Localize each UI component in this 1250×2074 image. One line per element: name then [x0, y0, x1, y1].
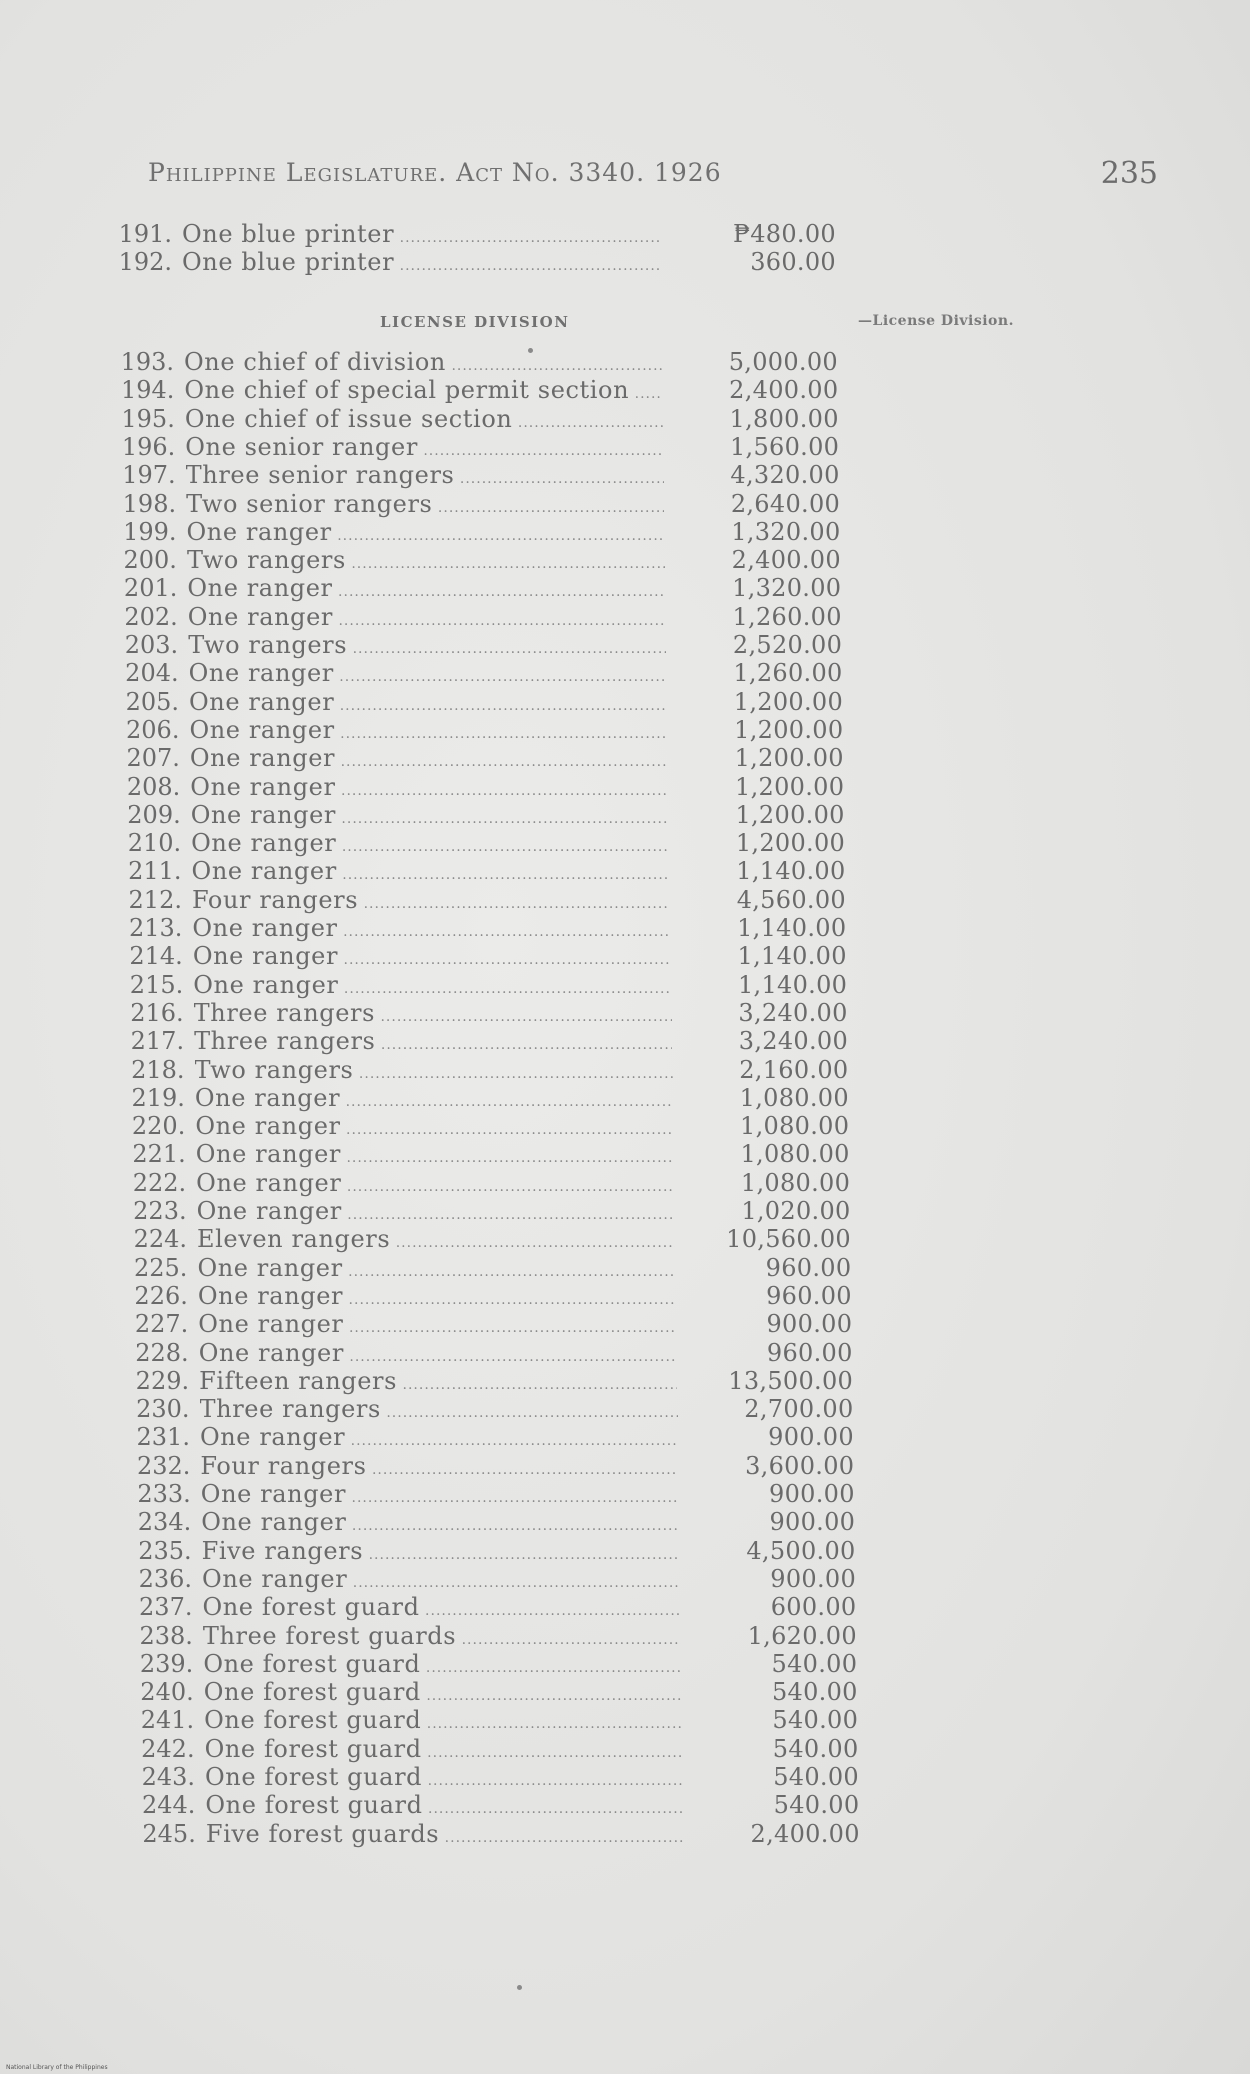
item-number: 213. [128, 914, 183, 942]
appropriation-row [113, 433, 873, 461]
appropriation-row [114, 490, 874, 518]
item-amount: 1,560.00 [729, 432, 840, 461]
item-amount: 1,140.00 [737, 942, 847, 971]
item-amount: 4,320.00 [730, 461, 840, 490]
appropriation-row [128, 1423, 888, 1451]
item-amount: 2,400.00 [731, 546, 841, 575]
item-number: 206. [126, 715, 180, 744]
item-amount: 2,160.00 [739, 1055, 849, 1084]
item-description: One ranger ..... [193, 942, 671, 974]
item-number: 242. [141, 1734, 195, 1763]
item-number: 241. [140, 1706, 195, 1735]
item-description: One ranger ..... [192, 857, 670, 889]
item-amount: 1,260.00 [732, 602, 842, 631]
item-amount: 1,620.00 [747, 1621, 857, 1650]
item-amount: 540.00 [772, 1734, 859, 1763]
item-description: Three senior rangers ..... [186, 461, 664, 493]
item-description: Two rangers ..... [187, 546, 665, 578]
item-number: 203. [124, 631, 179, 659]
item-description: One ranger ..... [191, 829, 669, 861]
item-number: 239. [139, 1649, 194, 1678]
item-amount: 3,240.00 [738, 1027, 849, 1056]
item-number: 207. [126, 744, 180, 773]
item-number: 221. [132, 1140, 186, 1169]
item-description: One ranger ..... [189, 716, 667, 748]
item-amount: 960.00 [766, 1281, 852, 1310]
section-heading: LICENSE DIVISION [380, 313, 570, 331]
item-number: 193. [120, 348, 174, 376]
appropriation-row [128, 1395, 888, 1423]
item-number: 200. [123, 546, 177, 575]
appropriation-row [110, 248, 870, 276]
item-description: One forest guard ..... [202, 1593, 680, 1625]
item-description: One ranger ..... [189, 659, 667, 691]
item-description: One ranger ..... [201, 1480, 679, 1512]
item-description: One chief of division ..... [184, 348, 662, 380]
item-amount: 360.00 [750, 248, 836, 276]
item-amount: 960.00 [766, 1338, 853, 1367]
item-amount: 1,080.00 [739, 1083, 849, 1112]
appropriation-row [125, 1225, 885, 1253]
item-description: Two rangers ..... [195, 1056, 673, 1088]
appropriation-row [112, 376, 872, 404]
item-number: 194. [120, 376, 175, 405]
appropriation-row [121, 971, 881, 999]
item-number: 195. [121, 404, 175, 433]
item-amount: 540.00 [772, 1706, 859, 1735]
appropriation-row [133, 1735, 893, 1763]
item-number: 209. [127, 800, 181, 829]
item-amount: 5,000.00 [728, 348, 838, 376]
item-amount: 1,200.00 [733, 687, 844, 716]
item-number: 226. [134, 1281, 188, 1310]
item-amount: 540.00 [771, 1678, 858, 1707]
appropriation-row [134, 1820, 894, 1848]
item-number: 212. [128, 885, 182, 914]
appropriation-row [113, 405, 873, 433]
appropriation-row [127, 1367, 887, 1395]
item-number: 219. [131, 1083, 185, 1112]
appropriation-row [129, 1480, 889, 1508]
item-description: One ranger ..... [197, 1197, 675, 1229]
item-number: 216. [130, 998, 184, 1027]
item-amount: 1,320.00 [732, 574, 842, 603]
item-number: 228. [135, 1338, 189, 1367]
page-header [148, 158, 1158, 198]
item-description: One ranger ..... [195, 1112, 673, 1144]
item-number: 235. [138, 1536, 192, 1565]
item-number: 210. [127, 829, 182, 858]
item-amount: 1,200.00 [735, 800, 845, 829]
appropriation-row [133, 1791, 893, 1819]
item-number: 232. [136, 1451, 191, 1480]
item-description: One forest guard ..... [205, 1763, 683, 1795]
item-number: 191. [118, 220, 172, 248]
item-number: 234. [137, 1508, 192, 1537]
running-head: Philippine Legislature. Act No. 3340. 1926 [148, 158, 722, 187]
item-description: One forest guard ..... [203, 1650, 681, 1682]
appropriation-row [120, 886, 880, 914]
item-amount: 2,400.00 [729, 376, 839, 405]
item-number: 222. [132, 1168, 187, 1197]
appropriation-row [126, 1282, 886, 1310]
item-amount: 540.00 [773, 1791, 860, 1820]
item-amount: 540.00 [773, 1763, 859, 1791]
appropriation-row [120, 914, 880, 942]
item-number: 192. [118, 248, 172, 276]
item-description: One ranger ..... [195, 1084, 673, 1116]
item-description: One ranger ..... [188, 603, 666, 635]
item-description: One ranger ..... [199, 1339, 677, 1371]
item-description: Three rangers ..... [200, 1395, 678, 1427]
appropriation-row [122, 1027, 882, 1055]
item-description: Two senior rangers ..... [186, 490, 664, 522]
item-amount: 900.00 [769, 1480, 855, 1508]
item-amount: 900.00 [768, 1423, 854, 1452]
appropriation-row [123, 1112, 883, 1140]
item-number: 244. [141, 1791, 196, 1820]
item-amount: 1,140.00 [737, 914, 847, 942]
item-number: 243. [141, 1763, 195, 1791]
item-number: 236. [138, 1564, 193, 1593]
item-amount: 4,560.00 [736, 885, 846, 914]
item-amount: ₱480.00 [732, 220, 836, 248]
item-number: 233. [137, 1480, 191, 1508]
appropriation-row [112, 348, 872, 376]
item-number: 217. [130, 1027, 185, 1056]
appropriation-row [116, 631, 876, 659]
item-number: 218. [131, 1055, 185, 1084]
appropriation-row [119, 829, 879, 857]
ink-speck [528, 348, 533, 353]
appropriation-row [114, 461, 874, 489]
item-description: One ranger ..... [190, 744, 668, 776]
item-description: Five rangers ..... [202, 1537, 680, 1569]
item-number: 240. [140, 1678, 194, 1707]
appropriation-row [124, 1169, 884, 1197]
appropriation-row [125, 1254, 885, 1282]
item-description: One ranger ..... [193, 971, 671, 1003]
appropriation-row [130, 1593, 890, 1621]
appropriation-row [120, 857, 880, 885]
item-number: 224. [133, 1225, 188, 1254]
page-number: 235 [1100, 156, 1158, 191]
item-number: 231. [136, 1423, 190, 1452]
item-description: One ranger ..... [187, 518, 665, 550]
item-description: One forest guard ..... [205, 1791, 683, 1823]
item-amount: 2,700.00 [744, 1395, 854, 1424]
item-amount: 4,500.00 [746, 1536, 856, 1565]
appropriation-row [121, 942, 881, 970]
item-description: Three forest guards ..... [203, 1622, 681, 1654]
item-description: One chief of issue section ..... [185, 405, 663, 437]
ink-speck [517, 1985, 522, 1990]
item-description: One ranger ..... [201, 1508, 679, 1540]
item-number: 205. [125, 687, 180, 716]
item-amount: 1,260.00 [733, 659, 843, 688]
appropriation-row [129, 1508, 889, 1536]
item-number: 237. [139, 1593, 193, 1622]
item-amount: 2,400.00 [750, 1819, 860, 1848]
appropriation-row [122, 999, 882, 1027]
item-amount: 1,200.00 [735, 772, 845, 801]
item-amount: 900.00 [766, 1310, 853, 1339]
item-number: 196. [121, 432, 176, 461]
item-number: 223. [133, 1197, 187, 1225]
item-description: Fifteen rangers ..... [199, 1367, 677, 1399]
item-number: 204. [125, 659, 179, 688]
item-amount: 13,500.00 [728, 1366, 854, 1395]
item-number: 208. [126, 772, 181, 801]
item-number: 225. [134, 1253, 188, 1282]
item-description: Three rangers ..... [194, 1027, 672, 1059]
item-description: One forest guard ..... [204, 1706, 682, 1738]
item-number: 230. [136, 1395, 190, 1424]
item-amount: 3,240.00 [738, 998, 848, 1027]
item-description: One ranger ..... [187, 574, 665, 606]
item-amount: 1,080.00 [740, 1168, 851, 1197]
appropriation-row [118, 773, 878, 801]
appropriation-row [116, 603, 876, 631]
item-amount: 1,080.00 [740, 1140, 850, 1169]
appropriation-row [128, 1452, 888, 1480]
item-description: One ranger ..... [191, 801, 669, 833]
item-amount: 1,200.00 [735, 829, 846, 858]
item-amount: 1,200.00 [734, 715, 844, 744]
appropriation-row [115, 518, 875, 546]
appropriation-row [115, 574, 875, 602]
item-description: One chief of special permit section ..... [184, 376, 662, 408]
item-description: Four rangers ..... [192, 886, 670, 918]
appropriation-row [132, 1706, 892, 1734]
appropriation-row [110, 220, 870, 248]
item-number: 238. [139, 1621, 193, 1650]
item-number: 220. [131, 1112, 186, 1141]
appropriation-row [131, 1650, 891, 1678]
appropriation-row [125, 1197, 885, 1225]
item-amount: 2,640.00 [730, 489, 841, 518]
item-description: Eleven rangers ..... [197, 1225, 675, 1257]
item-number: 198. [122, 489, 177, 518]
item-description: One ranger ..... [198, 1282, 676, 1314]
item-amount: 960.00 [765, 1253, 852, 1282]
appropriation-row [133, 1763, 893, 1791]
item-amount: 540.00 [771, 1649, 858, 1678]
item-description: One ranger ..... [198, 1310, 676, 1342]
appropriation-row [130, 1565, 890, 1593]
appropriation-row [131, 1622, 891, 1650]
item-amount: 3,600.00 [745, 1451, 855, 1480]
item-amount: 1,020.00 [741, 1197, 851, 1225]
item-number: 227. [134, 1310, 189, 1339]
item-number: 201. [123, 574, 178, 603]
item-description: Two rangers ..... [188, 631, 666, 663]
appropriation-row [117, 716, 877, 744]
item-amount: 900.00 [769, 1508, 856, 1537]
footer-credit: National Library of the Philippines [6, 2064, 108, 2071]
item-amount: 1,140.00 [737, 970, 848, 999]
item-description: One ranger ..... [197, 1254, 675, 1286]
item-number: 245. [142, 1819, 196, 1848]
item-number: 211. [128, 857, 182, 886]
appropriation-row [132, 1678, 892, 1706]
item-description: One ranger ..... [196, 1140, 674, 1172]
item-description: Five forest guards ..... [206, 1820, 684, 1852]
item-description: One ranger ..... [190, 773, 668, 805]
item-amount: 600.00 [770, 1593, 857, 1622]
margin-note: —License Division. [858, 313, 1014, 329]
item-amount: 1,140.00 [736, 857, 846, 886]
appropriation-row [127, 1339, 887, 1367]
appropriation-row [126, 1310, 886, 1338]
item-amount: 1,080.00 [740, 1112, 850, 1141]
item-amount: 1,200.00 [734, 744, 844, 773]
item-amount: 2,520.00 [732, 631, 843, 659]
item-description: One blue printer ..... [182, 220, 660, 252]
item-amount: 900.00 [770, 1564, 857, 1593]
item-number: 202. [124, 602, 178, 631]
item-number: 214. [129, 942, 183, 971]
item-description: One forest guard ..... [204, 1678, 682, 1710]
appropriation-row [117, 688, 877, 716]
appropriation-row [115, 546, 875, 574]
item-description: One ranger ..... [200, 1423, 678, 1455]
item-number: 199. [123, 517, 177, 546]
appropriation-row [123, 1056, 883, 1084]
item-number: 215. [129, 970, 184, 999]
appropriation-row [118, 744, 878, 772]
appropriation-row [130, 1537, 890, 1565]
item-description: One forest guard ..... [205, 1735, 683, 1767]
item-description: One senior ranger ..... [185, 433, 663, 465]
item-description: Four rangers ..... [200, 1452, 678, 1484]
item-description: One ranger ..... [196, 1169, 674, 1201]
item-description: One ranger ..... [192, 914, 670, 946]
appropriation-row [124, 1140, 884, 1168]
item-description: One ranger ..... [202, 1565, 680, 1597]
item-number: 197. [122, 461, 176, 490]
item-description: One blue printer ..... [182, 248, 660, 280]
item-number: 229. [135, 1366, 190, 1395]
item-amount: 1,800.00 [729, 404, 839, 433]
appropriation-row [119, 801, 879, 829]
appropriation-row [117, 659, 877, 687]
item-description: Three rangers ..... [194, 999, 672, 1031]
item-amount: 10,560.00 [726, 1225, 852, 1254]
item-description: One ranger ..... [189, 688, 667, 720]
item-amount: 1,320.00 [731, 517, 841, 546]
appropriation-row [123, 1084, 883, 1112]
